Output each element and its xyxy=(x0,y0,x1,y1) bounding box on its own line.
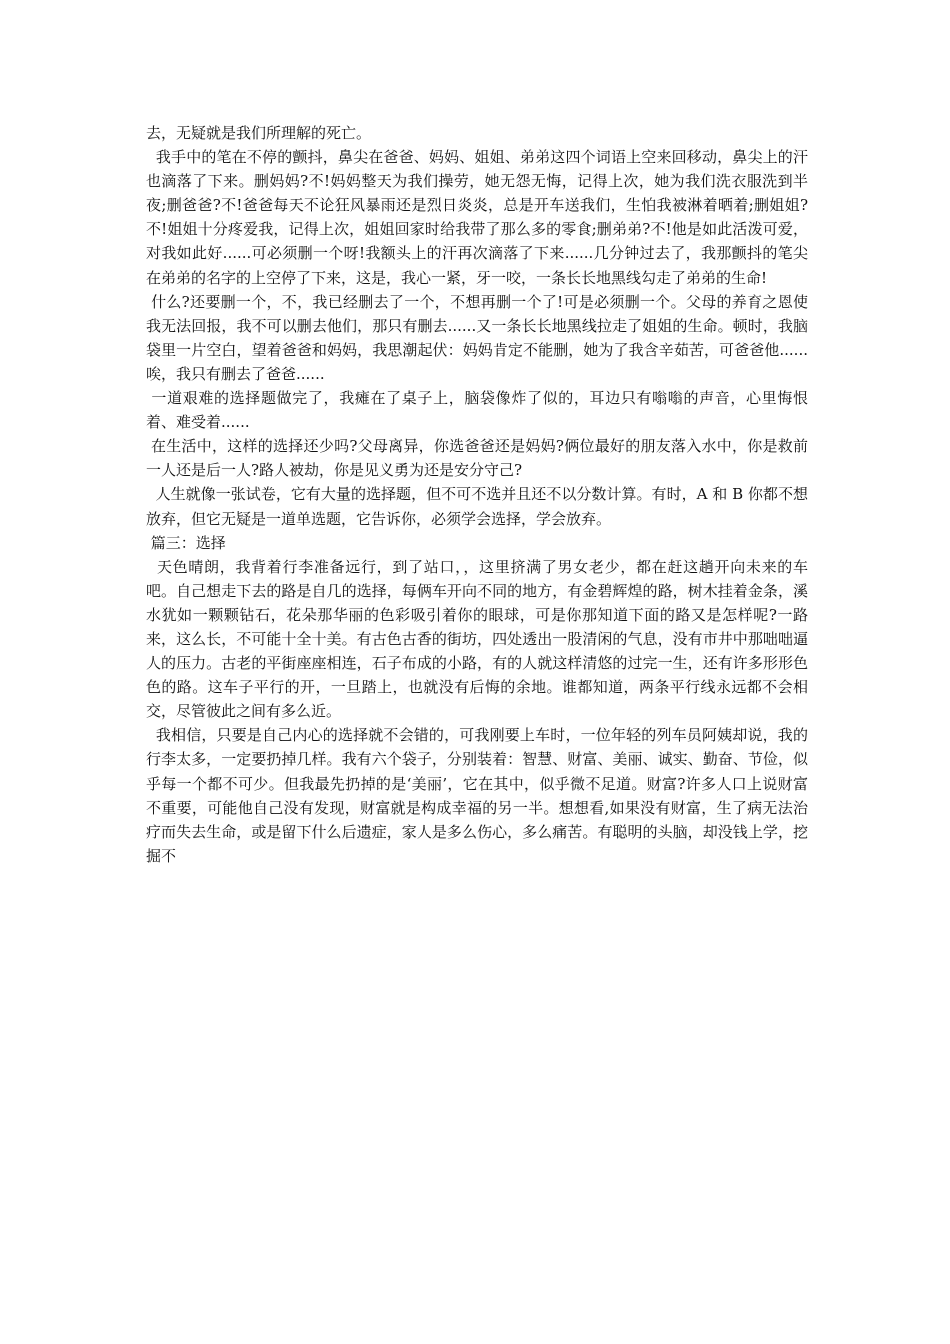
paragraph-1: 去，无疑就是我们所理解的死亡。 xyxy=(146,124,372,142)
paragraph-4: 一道艰难的选择题做完了，我瘫在了桌子上，脑袋像炸了似的，耳边只有嗡嗡的声音，心里悔恨着、难受着...... xyxy=(146,389,808,432)
paragraph-8: 我相信，只要是自己内心的选择就不会错的，可我刚要上车时，一位年轻的列车员阿姨却说，我的行李太多，一定要扔掉几样。我有六个袋子，分别装着：智慧、财富、美丽、诚实、勤奋、节俭，似乎每一个都不可少。但我最先扔掉的是‘美丽’，它在其中，似乎微不足道。财富?许多人口上说财富不重要，可能他自己没有发现，财富就是构成幸福的另一半。想想看,如果没有财富，生了病无法治疗而失去生命，或是留下什么后遗症，家人是多么伤心，多么痛苦。有聪明的头脑，却没钱上学，挖掘不 xyxy=(146,726,808,865)
paragraph-6: 人生就像一张试卷，它有大量的选择题，但不可不选并且还不以分数计算。有时，A 和 B 你都不想放弃，但它无疑是一道单选题，它告诉你，必须学会选择，学会放弃。 xyxy=(146,485,808,528)
section-heading: 篇三：选择 xyxy=(146,533,226,552)
paragraph-7: 天色晴朗，我背着行李准备远行，到了站口，，这里挤满了男女老少，都在赶这趟开向未来的车吧。自己想走下去的路是自几的选择，每俩车开向不同的地方，有金碧辉煌的路，树木挂着金条，溪水犹如一颗颗钻石，花朵那华丽的色彩吸引着你的眼球，可是你那知道下面的路又是怎样呢?一路来，这么长，不可能十全十美。有古色古香的街坊，四处透出一股清闲的气息，没有市井中那咄咄逼人的压力。古老的平街座座相连，石子布成的小路，有的人就这样清悠的过完一生，还有许多形形色色的路。这车子平行的开，一旦踏上，也就没有后悔的余地。谁都知道，两条平行线永远都不会相交，尽管彼此之间有多么近。 xyxy=(146,557,808,721)
paragraph-3: 什么?还要删一个，不，我已经删去了一个，不想再删一个了!可是必须删一个。父母的养育之恩使我无法回报，我不可以删去他们，那只有删去......又一条长长地黑线拉走了姐姐的生命。顿时，我脑袋里一片空白，望着爸爸和妈妈，我思潮起伏：妈妈肯定不能删，她为了我含辛茹苦，可爸爸他......唉，我只有删去了爸爸...... xyxy=(146,292,808,383)
document-body xyxy=(146,121,808,868)
paragraph-2: 我手中的笔在不停的颤抖，鼻尖在爸爸、妈妈、姐姐、弟弟这四个词语上空来回移动，鼻尖上的汗也滴落了下来。删妈妈?不!妈妈整天为我们操劳，她无怨无悔，记得上次，她为我们洗衣服洗到半夜;删爸爸?不!爸爸每天不论狂风暴雨还是烈日炎炎，总是开车送我们，生怕我被淋着晒着;删姐姐?不!姐姐十分疼爱我，记得上次，姐姐回家时给我带了那么多的零食;删弟弟?不!他是如此活泼可爱，对我如此好......可必须删一个呀!我额头上的汗再次滴落了下来......几分钟过去了，我那颤抖的笔尖在弟弟的名字的上空停了下来，这是，我心一紧，牙一咬，一条长长地黑线勾走了弟弟的生命! xyxy=(146,148,808,287)
paragraph-5: 在生活中，这样的选择还少吗?父母离异，你选爸爸还是妈妈?俩位最好的朋友落入水中，你是救前一人还是后一人?路人被劫，你是见义勇为还是安分守己? xyxy=(146,437,808,480)
